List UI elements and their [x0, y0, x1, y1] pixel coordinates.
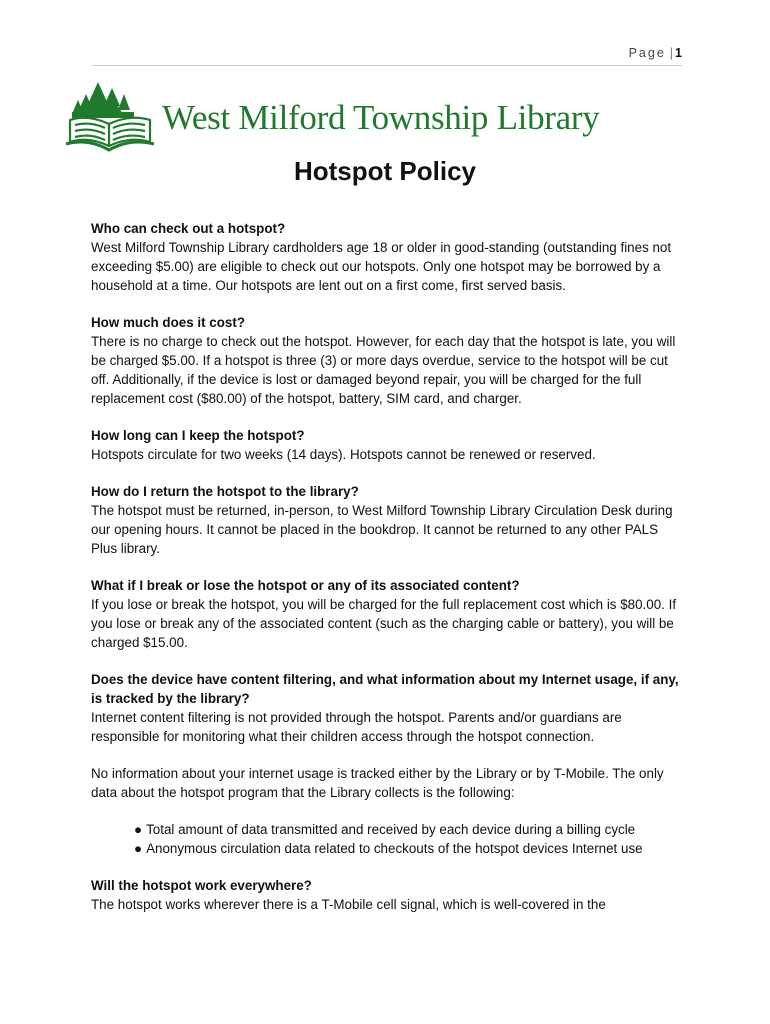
page-number: 1 — [675, 46, 682, 60]
faq-answer: Hotspots circulate for two weeks (14 days). Hotspots cannot be renewed or reserved. — [91, 447, 596, 462]
faq-section — [91, 876, 687, 914]
faq-question: How long can I keep the hotspot? — [91, 428, 305, 443]
faq-answer-continued: No information about your internet usage is tracked either by the Library or by T-Mobile. The only data about the hotspot program that the Library collects is the following: — [91, 766, 664, 800]
data-collected-list — [91, 820, 687, 858]
faq-question: How much does it cost? — [91, 315, 246, 330]
page-label: Page — [628, 46, 666, 60]
list-item-text: Total amount of data transmitted and received by each device during a billing cycle — [146, 822, 636, 837]
policy-content — [91, 219, 687, 932]
faq-answer: The hotspot must be returned, in-person, to West Milford Township Library Circulation Desk during our opening hours. It cannot be placed in the bookdrop. It cannot be returned to any other PALS Plus library. — [91, 503, 673, 556]
faq-section — [91, 482, 687, 558]
faq-section — [91, 670, 687, 858]
faq-section — [91, 576, 687, 652]
faq-question: Who can check out a hotspot? — [91, 221, 286, 236]
faq-question: Will the hotspot work everywhere? — [91, 878, 312, 893]
faq-answer: The hotspot works wherever there is a T-Mobile cell signal, which is well-covered in the — [91, 897, 606, 912]
list-item-text: Anonymous circulation data related to checkouts of the hotspot devices Internet use — [146, 841, 643, 856]
bullet-icon: ● — [134, 822, 143, 837]
library-name: West Milford Township Library — [162, 98, 600, 137]
faq-answer: West Milford Township Library cardholders age 18 or older in good-standing (outstanding fines not exceeding $5.00) are eligible to check out our hotspots. Only one hotspot may be borrowed by a household at a time. Our hotspots are lent out on a first come, first served basis. — [91, 240, 672, 293]
faq-answer: If you lose or break the hotspot, you will be charged for the full replacement cost which is $80.00. If you lose or break any of the associated content (such as the charging cable or battery), you will be charged $15.00. — [91, 597, 677, 650]
faq-section — [91, 426, 687, 464]
faq-answer: There is no charge to check out the hotspot. However, for each day that the hotspot is late, you will be charged $5.00. If a hotspot is three (3) or more days overdue, service to the hotspot will be cut off. Additionally, if the device is lost or damaged beyond repair, you will be charged for the full replacement cost ($80.00) of the hotspot, battery, SIM card, and charger. — [91, 334, 676, 406]
faq-question: How do I return the hotspot to the library? — [91, 484, 359, 499]
bullet-icon: ● — [134, 841, 143, 856]
faq-section — [91, 219, 687, 295]
list-item — [134, 820, 687, 839]
faq-answer: Internet content filtering is not provided through the hotspot. Parents and/or guardians are responsible for monitoring what their children access through the hotspot connection. — [91, 710, 622, 744]
faq-section — [91, 313, 687, 408]
page-title: Hotspot Policy — [293, 156, 476, 186]
faq-question: Does the device have content filtering, and what information about my Internet usage, if any, is tracked by the library? — [91, 672, 679, 706]
faq-question: What if I break or lose the hotspot or any of its associated content? — [91, 578, 520, 593]
list-item — [134, 839, 687, 858]
page-header: Page | 1 — [92, 46, 682, 66]
library-logo-icon — [64, 80, 156, 152]
